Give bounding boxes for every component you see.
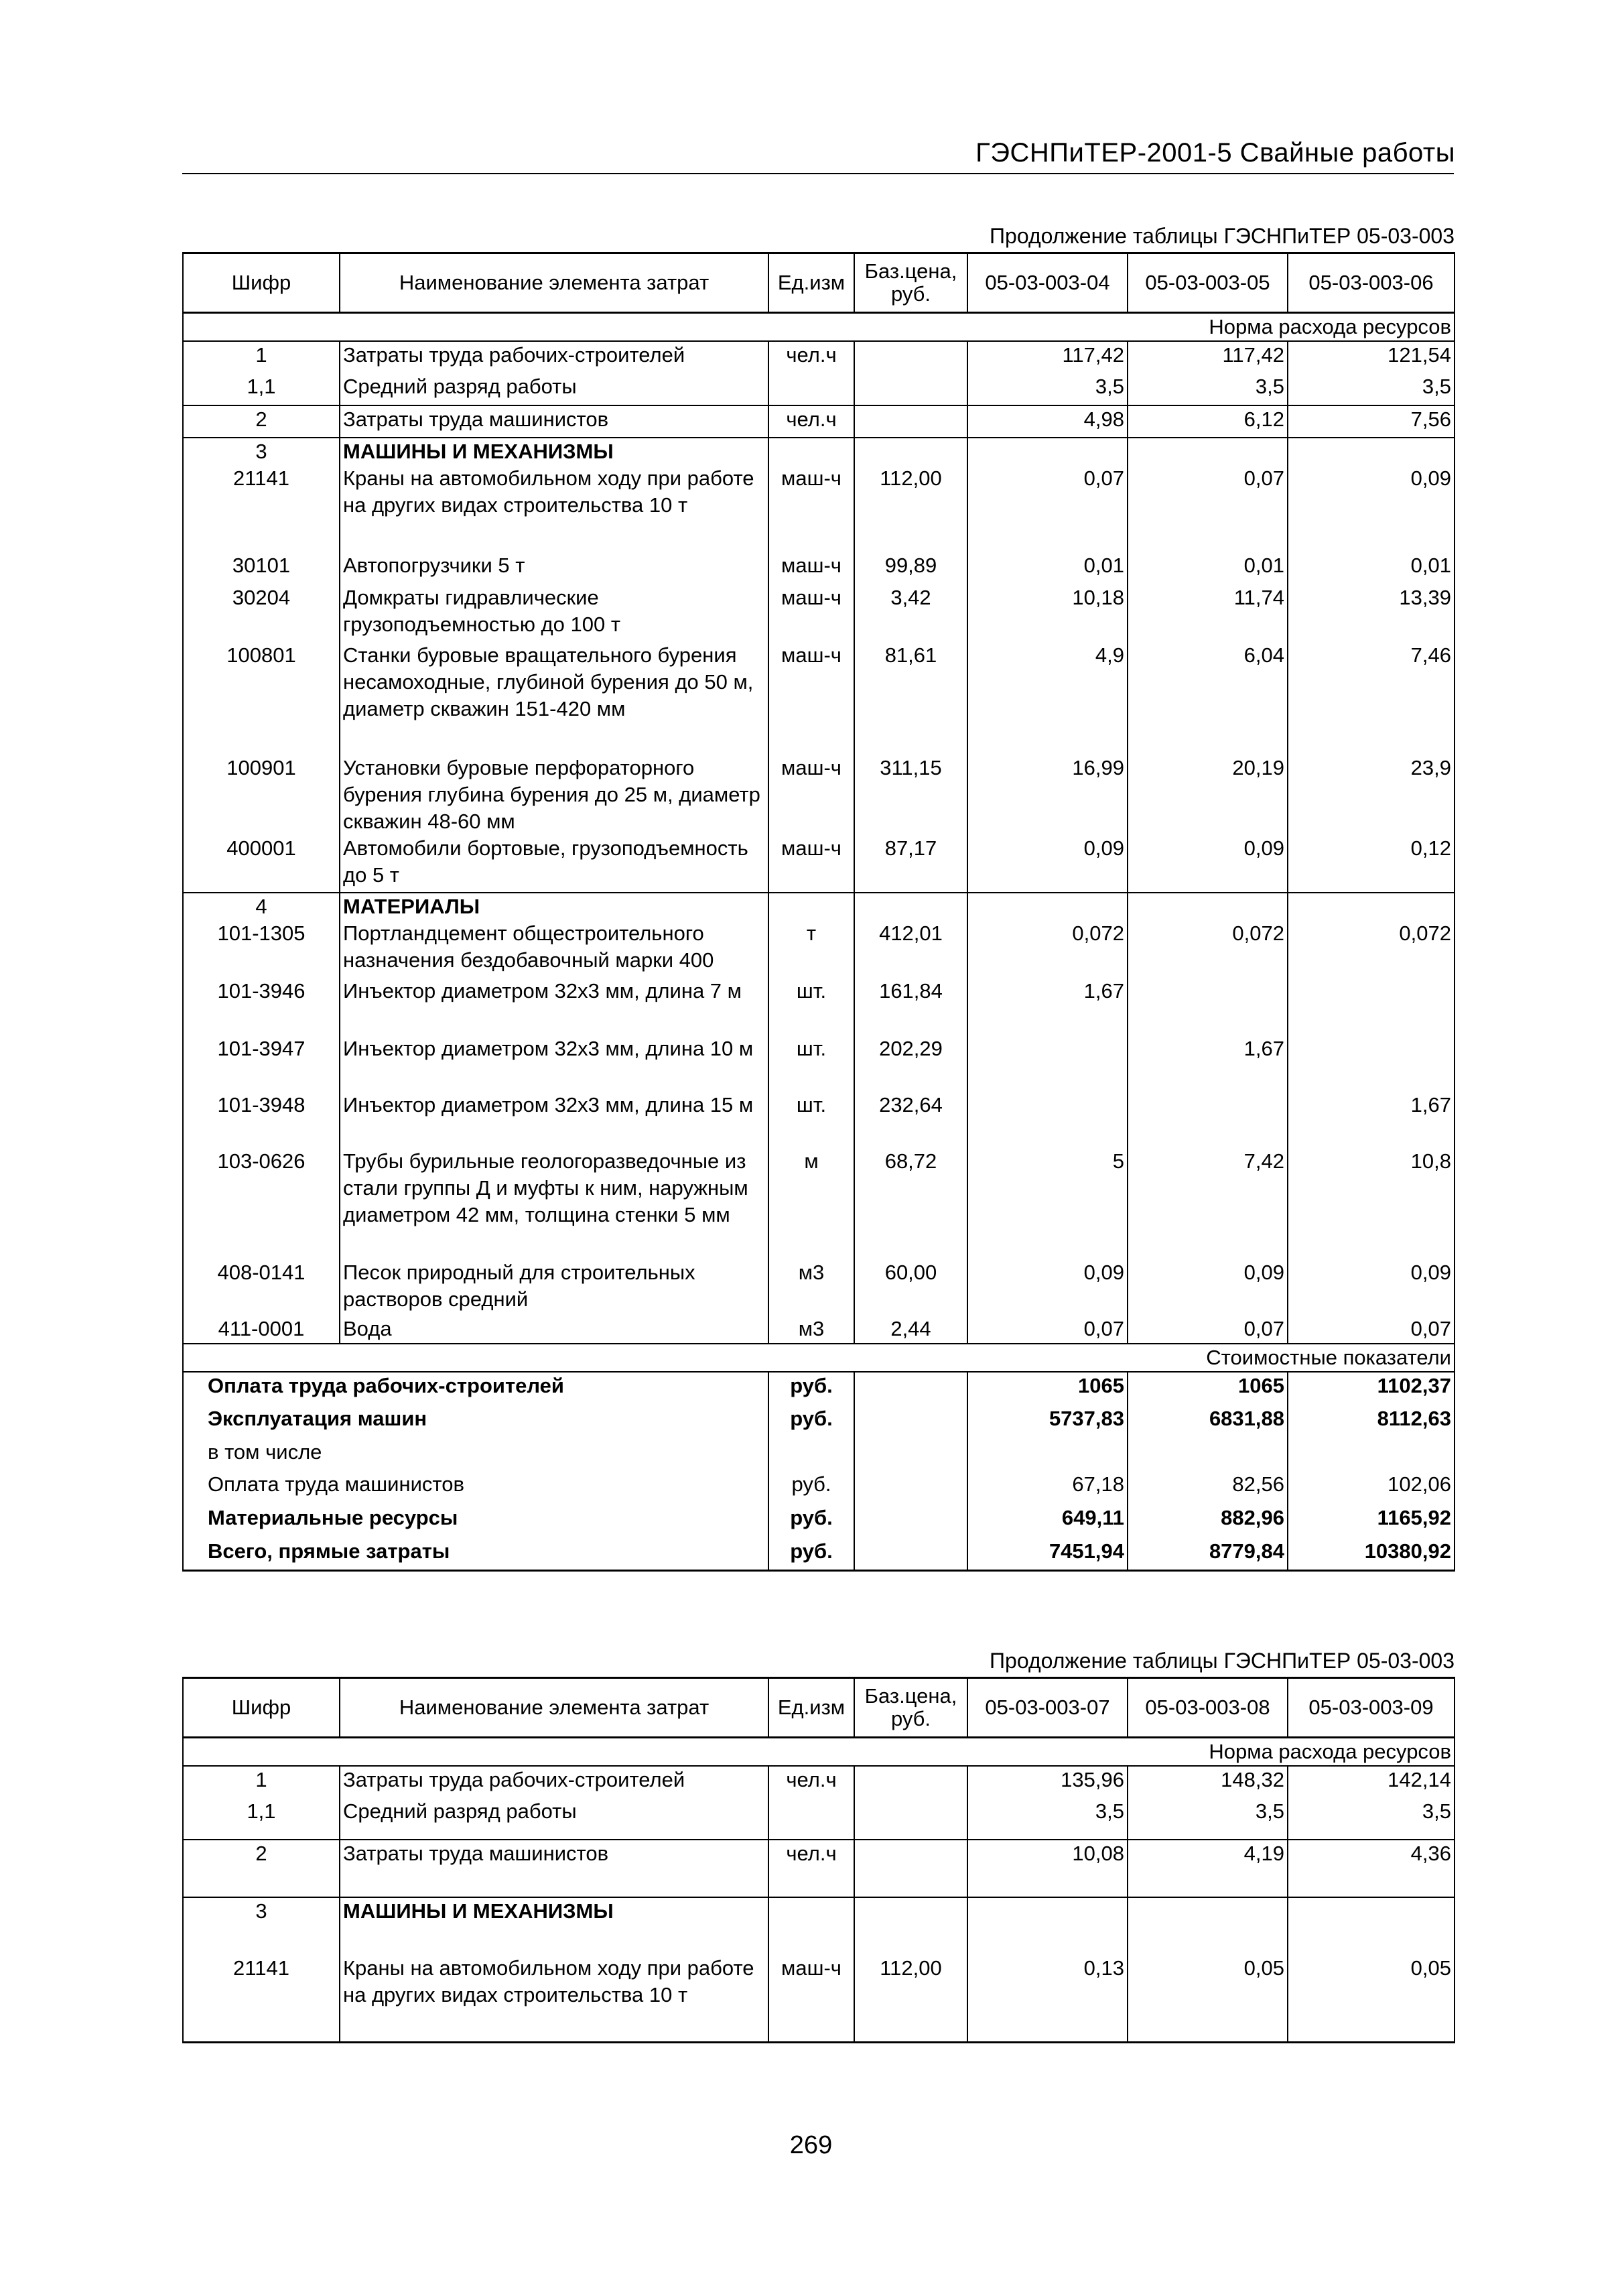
row-name: Средний разряд работы	[340, 373, 768, 405]
row-name: МАШИНЫ И МЕХАНИЗМЫ	[340, 1897, 768, 1955]
row-value-1: 16,99	[967, 755, 1128, 835]
summary-row	[183, 1471, 1455, 1505]
row-value-3: 3,5	[1288, 373, 1455, 405]
row-value-3: 0,09	[1288, 465, 1455, 552]
row-code: 1,1	[183, 1798, 340, 1840]
row-price	[854, 1840, 967, 1897]
cost-label-row	[183, 1344, 1455, 1372]
page-number: 269	[789, 2131, 833, 2159]
table-row	[183, 584, 1455, 642]
row-value-3: 0,01	[1288, 552, 1455, 584]
row-value-2: 11,74	[1128, 584, 1288, 642]
column-header-norm-1: 05-03-003-04	[967, 253, 1128, 313]
row-value-3: 0,12	[1288, 835, 1455, 893]
row-value-2	[1128, 438, 1288, 465]
row-code: 1,1	[183, 373, 340, 405]
row-value-1: 3,5	[967, 1798, 1128, 1840]
row-value-3	[1288, 1035, 1455, 1092]
row-unit: маш-ч	[768, 835, 854, 893]
table-row	[183, 920, 1455, 978]
column-header-norm-3: 05-03-003-06	[1288, 253, 1455, 313]
row-value-2	[1128, 1092, 1288, 1148]
row-price: 2,44	[854, 1316, 967, 1344]
summary-price-empty	[854, 1372, 967, 1405]
norm-label-row	[183, 313, 1455, 342]
summary-price-empty	[854, 1505, 967, 1538]
row-value-2: 6,12	[1128, 405, 1288, 438]
summary-value-3: 102,06	[1288, 1471, 1455, 1505]
row-value-3: 121,54	[1288, 341, 1455, 373]
row-unit: шт.	[768, 1035, 854, 1092]
row-value-3: 142,14	[1288, 1766, 1455, 1798]
row-value-3: 0,072	[1288, 920, 1455, 978]
row-value-3: 0,07	[1288, 1316, 1455, 1344]
row-price	[854, 1766, 967, 1798]
row-value-1	[967, 438, 1128, 465]
column-header-unit: Ед.изм	[768, 253, 854, 313]
row-name: Вода	[340, 1316, 768, 1344]
row-value-1: 5	[967, 1148, 1128, 1259]
row-name: Инъектор диаметром 32х3 мм, длина 15 м	[340, 1092, 768, 1148]
summary-row	[183, 1538, 1455, 1570]
table-row	[183, 373, 1455, 405]
row-price: 202,29	[854, 1035, 967, 1092]
table-row	[183, 1035, 1455, 1092]
row-code: 4	[183, 893, 340, 920]
row-value-3: 1,67	[1288, 1092, 1455, 1148]
table-row	[183, 642, 1455, 755]
row-value-2	[1128, 893, 1288, 920]
row-value-2: 117,42	[1128, 341, 1288, 373]
table-row	[183, 755, 1455, 835]
row-value-2: 0,07	[1128, 1316, 1288, 1344]
table-row	[183, 1897, 1455, 1955]
summary-value-3: 10380,92	[1288, 1538, 1455, 1570]
row-unit: маш-ч	[768, 465, 854, 552]
row-unit: м	[768, 1148, 854, 1259]
table-row	[183, 405, 1455, 438]
column-header-norm-2: 05-03-003-05	[1128, 253, 1288, 313]
column-header-unit: Ед.изм	[768, 1678, 854, 1738]
row-unit: т	[768, 920, 854, 978]
table-row	[183, 1092, 1455, 1148]
row-value-3	[1288, 1897, 1455, 1955]
row-price: 81,61	[854, 642, 967, 755]
table-row	[183, 1798, 1455, 1840]
table-row	[183, 438, 1455, 465]
summary-unit: руб.	[768, 1538, 854, 1570]
row-price: 412,01	[854, 920, 967, 978]
row-value-3	[1288, 978, 1455, 1035]
row-unit	[768, 1897, 854, 1955]
row-price	[854, 1798, 967, 1840]
summary-row	[183, 1505, 1455, 1538]
row-name: Автомобили бортовые, грузоподъемность до 5 т	[340, 835, 768, 893]
row-code: 3	[183, 1897, 340, 1955]
table-row	[183, 341, 1455, 373]
row-value-3: 23,9	[1288, 755, 1455, 835]
summary-label: в том числе	[183, 1439, 768, 1471]
row-code: 101-3947	[183, 1035, 340, 1092]
column-header-code: Шифр	[183, 253, 340, 313]
page-header-title: ГЭСНПиТЕР-2001-5 Свайные работы	[975, 138, 1455, 168]
column-header-name: Наименование элемента затрат	[340, 1678, 768, 1738]
row-value-1	[967, 893, 1128, 920]
row-price	[854, 1897, 967, 1955]
row-value-2	[1128, 978, 1288, 1035]
row-price: 112,00	[854, 465, 967, 552]
table-row	[183, 552, 1455, 584]
row-unit: чел.ч	[768, 1766, 854, 1798]
row-value-2: 0,09	[1128, 1259, 1288, 1316]
table-row	[183, 978, 1455, 1035]
summary-value-3	[1288, 1439, 1455, 1471]
row-value-1: 0,13	[967, 1955, 1128, 2042]
row-unit: маш-ч	[768, 552, 854, 584]
row-price	[854, 373, 967, 405]
row-name: Портландцемент общестроительного назначения бездобавочный марки 400	[340, 920, 768, 978]
row-unit: маш-ч	[768, 642, 854, 755]
summary-label: Эксплуатация машин	[183, 1405, 768, 1439]
row-name: Краны на автомобильном ходу при работе на других видах строительства 10 т	[340, 465, 768, 552]
row-code: 101-1305	[183, 920, 340, 978]
summary-value-2: 1065	[1128, 1372, 1288, 1405]
summary-value-1	[967, 1439, 1128, 1471]
row-name: Затраты труда рабочих-строителей	[340, 341, 768, 373]
row-price: 311,15	[854, 755, 967, 835]
row-price	[854, 893, 967, 920]
summary-unit	[768, 1439, 854, 1471]
row-value-2: 6,04	[1128, 642, 1288, 755]
row-value-1: 10,18	[967, 584, 1128, 642]
row-value-1: 135,96	[967, 1766, 1128, 1798]
summary-label: Материальные ресурсы	[183, 1505, 768, 1538]
column-header-price: Баз.цена, руб.	[854, 253, 967, 313]
row-name: Песок природный для строительных растворов средний	[340, 1259, 768, 1316]
summary-value-3: 8112,63	[1288, 1405, 1455, 1439]
summary-unit: руб.	[768, 1471, 854, 1505]
row-value-3	[1288, 893, 1455, 920]
summary-value-1: 1065	[967, 1372, 1128, 1405]
row-value-2: 0,072	[1128, 920, 1288, 978]
row-price: 60,00	[854, 1259, 967, 1316]
row-value-2: 0,05	[1128, 1955, 1288, 2042]
summary-value-1: 7451,94	[967, 1538, 1128, 1570]
row-name: Краны на автомобильном ходу при работе на других видах строительства 10 т	[340, 1955, 768, 2042]
row-code: 30101	[183, 552, 340, 584]
row-value-2: 4,19	[1128, 1840, 1288, 1897]
row-unit: чел.ч	[768, 405, 854, 438]
row-unit: маш-ч	[768, 1955, 854, 2042]
row-name: Автопогрузчики 5 т	[340, 552, 768, 584]
row-price: 99,89	[854, 552, 967, 584]
row-value-3: 4,36	[1288, 1840, 1455, 1897]
row-value-3: 10,8	[1288, 1148, 1455, 1259]
row-unit	[768, 1798, 854, 1840]
row-code: 400001	[183, 835, 340, 893]
row-name: Станки буровые вращательного бурения несамоходные, глубиной бурения до 50 м, диаметр скважин 151-420 мм	[340, 642, 768, 755]
row-value-1: 0,09	[967, 1259, 1128, 1316]
row-unit	[768, 438, 854, 465]
cost-label: Стоимостные показатели	[183, 1344, 1455, 1372]
row-value-1: 1,67	[967, 978, 1128, 1035]
row-value-3: 7,56	[1288, 405, 1455, 438]
row-code: 3	[183, 438, 340, 465]
summary-value-2: 8779,84	[1128, 1538, 1288, 1570]
row-code: 21141	[183, 465, 340, 552]
row-code: 100901	[183, 755, 340, 835]
row-code: 2	[183, 405, 340, 438]
summary-value-2: 882,96	[1128, 1505, 1288, 1538]
row-name: Трубы бурильные геологоразведочные из стали группы Д и муфты к ним, наружным диаметром 42 мм, толщина стенки 5 мм	[340, 1148, 768, 1259]
row-value-1	[967, 1035, 1128, 1092]
row-price	[854, 341, 967, 373]
row-value-1: 3,5	[967, 373, 1128, 405]
table-row	[183, 1766, 1455, 1798]
row-unit: чел.ч	[768, 341, 854, 373]
row-name: Домкраты гидравлические грузоподъемностью до 100 т	[340, 584, 768, 642]
row-price: 87,17	[854, 835, 967, 893]
row-value-3: 7,46	[1288, 642, 1455, 755]
row-value-2: 3,5	[1128, 1798, 1288, 1840]
column-header-name: Наименование элемента затрат	[340, 253, 768, 313]
table-row	[183, 893, 1455, 920]
row-unit: шт.	[768, 1092, 854, 1148]
row-value-2: 20,19	[1128, 755, 1288, 835]
row-unit: м3	[768, 1316, 854, 1344]
summary-value-2	[1128, 1439, 1288, 1471]
row-code: 1	[183, 341, 340, 373]
row-name: Инъектор диаметром 32х3 мм, длина 7 м	[340, 978, 768, 1035]
norm-label: Норма расхода ресурсов	[183, 313, 1455, 342]
summary-label: Всего, прямые затраты	[183, 1538, 768, 1570]
row-unit: чел.ч	[768, 1840, 854, 1897]
header-row	[183, 1678, 1455, 1738]
resource-table-2	[182, 1677, 1455, 2043]
table-row	[183, 1259, 1455, 1316]
table-row	[183, 1316, 1455, 1344]
summary-label: Оплата труда рабочих-строителей	[183, 1372, 768, 1405]
row-value-2: 0,09	[1128, 835, 1288, 893]
column-header-code: Шифр	[183, 1678, 340, 1738]
summary-value-2: 82,56	[1128, 1471, 1288, 1505]
row-name: Затраты труда машинистов	[340, 1840, 768, 1897]
row-value-1	[967, 1092, 1128, 1148]
row-unit	[768, 893, 854, 920]
summary-row	[183, 1405, 1455, 1439]
row-name: Установки буровые перфораторного бурения глубина бурения до 25 м, диаметр скважин 48-60 мм	[340, 755, 768, 835]
row-price	[854, 438, 967, 465]
column-header-norm-3: 05-03-003-09	[1288, 1678, 1455, 1738]
norm-label-row	[183, 1738, 1455, 1767]
summary-price-empty	[854, 1538, 967, 1570]
row-value-1: 117,42	[967, 341, 1128, 373]
row-value-2: 0,07	[1128, 465, 1288, 552]
table2-caption: Продолжение таблицы ГЭСНПиТЕР 05-03-003	[990, 1649, 1455, 1673]
row-name: МАТЕРИАЛЫ	[340, 893, 768, 920]
row-value-3: 3,5	[1288, 1798, 1455, 1840]
row-code: 408-0141	[183, 1259, 340, 1316]
row-value-1: 4,98	[967, 405, 1128, 438]
summary-unit: руб.	[768, 1372, 854, 1405]
row-unit: маш-ч	[768, 755, 854, 835]
summary-row	[183, 1439, 1455, 1471]
row-value-2: 1,67	[1128, 1035, 1288, 1092]
table-row	[183, 1955, 1455, 2042]
summary-value-1: 67,18	[967, 1471, 1128, 1505]
row-name: Затраты труда машинистов	[340, 405, 768, 438]
summary-price-empty	[854, 1405, 967, 1439]
row-value-2: 3,5	[1128, 373, 1288, 405]
table-row	[183, 1148, 1455, 1259]
row-code: 21141	[183, 1955, 340, 2042]
row-price	[854, 405, 967, 438]
table-row	[183, 465, 1455, 552]
row-value-1: 0,01	[967, 552, 1128, 584]
row-unit: маш-ч	[768, 584, 854, 642]
summary-label: Оплата труда машинистов	[183, 1471, 768, 1505]
row-value-1: 0,09	[967, 835, 1128, 893]
row-value-1: 0,07	[967, 465, 1128, 552]
column-header-norm-2: 05-03-003-08	[1128, 1678, 1288, 1738]
summary-unit: руб.	[768, 1405, 854, 1439]
row-price: 161,84	[854, 978, 967, 1035]
summary-row	[183, 1372, 1455, 1405]
table-row	[183, 1840, 1455, 1897]
row-code: 103-0626	[183, 1148, 340, 1259]
row-name: Затраты труда рабочих-строителей	[340, 1766, 768, 1798]
row-value-3: 13,39	[1288, 584, 1455, 642]
row-price: 232,64	[854, 1092, 967, 1148]
row-value-1: 0,072	[967, 920, 1128, 978]
row-value-2	[1128, 1897, 1288, 1955]
row-value-1: 10,08	[967, 1840, 1128, 1897]
row-unit: шт.	[768, 978, 854, 1035]
column-header-price: Баз.цена, руб.	[854, 1678, 967, 1738]
row-name: Средний разряд работы	[340, 1798, 768, 1840]
row-code: 1	[183, 1766, 340, 1798]
row-code: 101-3948	[183, 1092, 340, 1148]
summary-price-empty	[854, 1471, 967, 1505]
row-value-3: 0,09	[1288, 1259, 1455, 1316]
row-price: 3,42	[854, 584, 967, 642]
summary-value-3: 1102,37	[1288, 1372, 1455, 1405]
row-code: 2	[183, 1840, 340, 1897]
row-code: 411-0001	[183, 1316, 340, 1344]
row-price: 112,00	[854, 1955, 967, 2042]
table-row	[183, 835, 1455, 893]
row-unit: м3	[768, 1259, 854, 1316]
row-value-1	[967, 1897, 1128, 1955]
row-price: 68,72	[854, 1148, 967, 1259]
summary-value-1: 649,11	[967, 1505, 1128, 1538]
row-value-1: 0,07	[967, 1316, 1128, 1344]
header-row	[183, 253, 1455, 313]
resource-table-1	[182, 252, 1455, 1572]
summary-price-empty	[854, 1439, 967, 1471]
row-value-2: 7,42	[1128, 1148, 1288, 1259]
row-value-2: 0,01	[1128, 552, 1288, 584]
summary-unit: руб.	[768, 1505, 854, 1538]
row-value-2: 148,32	[1128, 1766, 1288, 1798]
row-name: МАШИНЫ И МЕХАНИЗМЫ	[340, 438, 768, 465]
norm-label: Норма расхода ресурсов	[183, 1738, 1455, 1767]
row-unit	[768, 373, 854, 405]
row-code: 100801	[183, 642, 340, 755]
summary-value-1: 5737,83	[967, 1405, 1128, 1439]
row-value-3: 0,05	[1288, 1955, 1455, 2042]
row-code: 30204	[183, 584, 340, 642]
table1-caption: Продолжение таблицы ГЭСНПиТЕР 05-03-003	[990, 224, 1455, 248]
header-divider	[182, 173, 1454, 174]
summary-value-3: 1165,92	[1288, 1505, 1455, 1538]
summary-value-2: 6831,88	[1128, 1405, 1288, 1439]
row-name: Инъектор диаметром 32х3 мм, длина 10 м	[340, 1035, 768, 1092]
row-value-1: 4,9	[967, 642, 1128, 755]
column-header-norm-1: 05-03-003-07	[967, 1678, 1128, 1738]
row-value-3	[1288, 438, 1455, 465]
row-code: 101-3946	[183, 978, 340, 1035]
